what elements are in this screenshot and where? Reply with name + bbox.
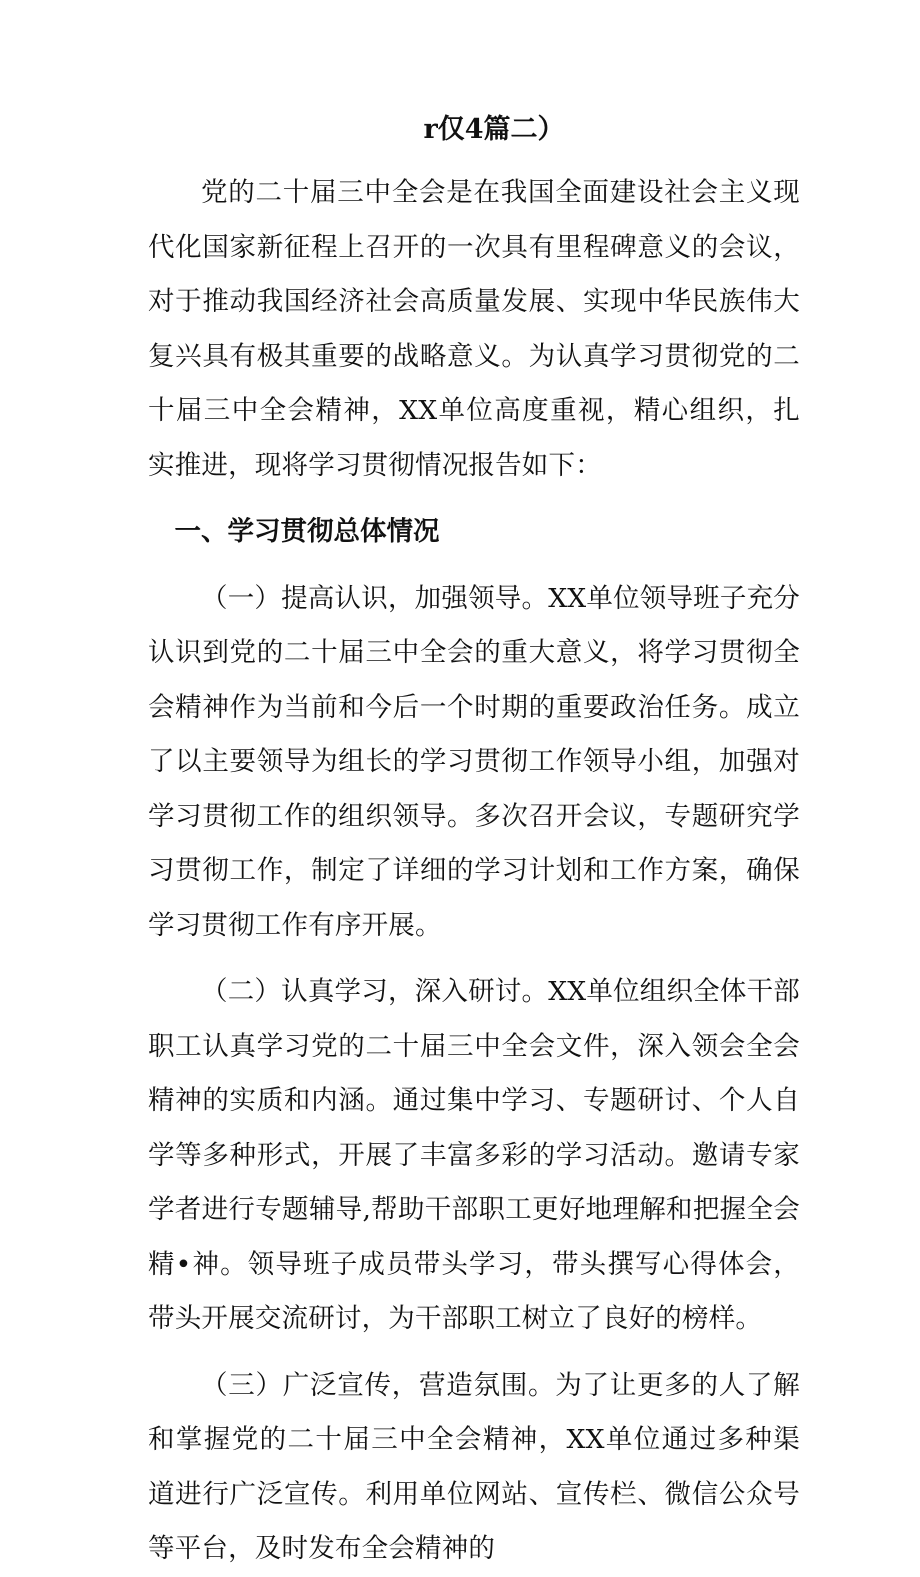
paragraph-1: （一）提高认识，加强领导。XX单位领导班子充分认识到党的二十届三中全会的重大意义，将学习贯彻全会精神作为当前和今后一个时期的重要政治任务。成立了以主要领导为组长的学习贯彻工作领导小组，加强对学习贯彻工作的组织领导。多次召开会议，专题研究学习贯彻工作，制定了详细的学习计划和工作方案，确保学习贯彻工作有序开展。 [148,582,800,941]
section-heading: 一、学习贯彻总体情况 [174,516,440,547]
intro-paragraph: 党的二十届三中全会是在我国全面建设社会主义现代化国家新征程上召开的一次具有里程碑意义的会议，对于推动我国经济社会高质量发展、实现中华民族伟大复兴具有极其重要的战略意义。为认真学习贯彻党的二十届三中全会精神，XX单位高度重视，精心组织，扎实推进，现将学习贯彻情况报告如下： [148,177,800,481]
paragraph-2: （二）认真学习，深入研讨。XX单位组织全体干部职工认真学习党的二十届三中全会文件，深入领会全会精神的实质和内涵。通过集中学习、专题研讨、个人自学等多种形式，开展了丰富多彩的学习活动。邀请专家学者进行专题辅导,帮助干部职工更好地理解和把握全会精•神。领导班子成员带头学习，带头撰写心得体会，带头开展交流研讨，为干部职工树立了良好的榜样。 [148,976,800,1334]
document-title: r仅4篇二） [423,114,565,145]
paragraph-3: （三）广泛宣传，营造氛围。为了让更多的人了解和掌握党的二十届三中全会精神，XX单位通过多种渠道进行广泛宣传。利用单位网站、宣传栏、微信公众号等平台，及时发布全会精神的 [148,1369,800,1564]
